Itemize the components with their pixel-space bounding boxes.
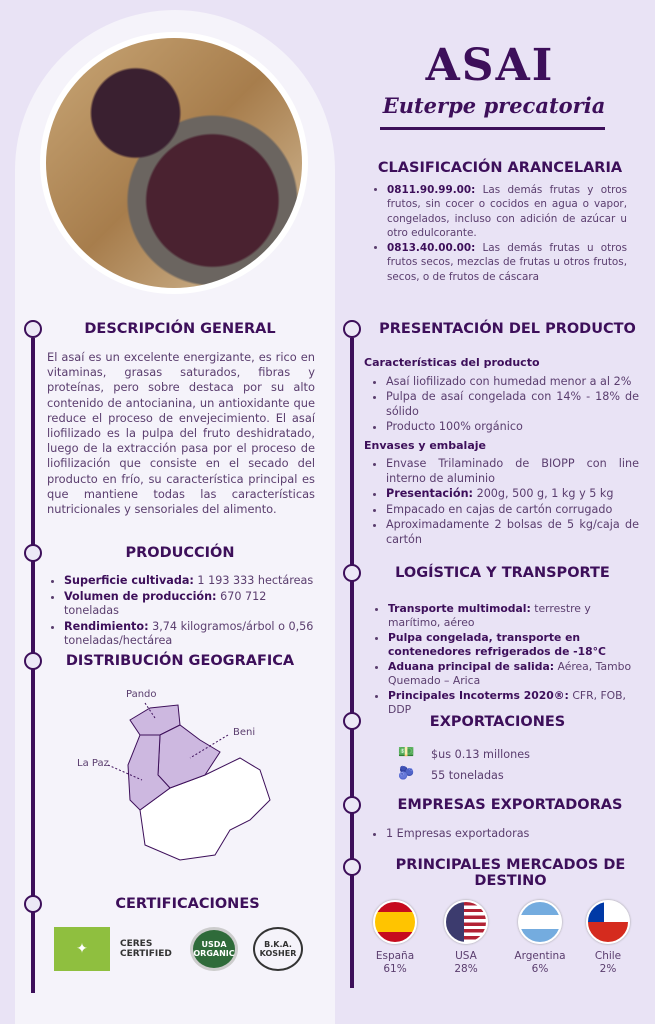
- timeline-dot: [343, 796, 361, 814]
- empresas-title: EMPRESAS EXPORTADORAS: [397, 797, 623, 813]
- chile-flag-icon: [586, 900, 630, 944]
- market-usa: USA 28%: [431, 900, 501, 976]
- money-icon: 💵: [398, 745, 415, 760]
- ceres-logo: CERES CERTIFIED: [120, 939, 172, 959]
- usa-flag-icon: [444, 900, 488, 944]
- title-divider: [380, 127, 605, 130]
- page-title: ASAI: [425, 40, 555, 91]
- timeline-dot: [24, 544, 42, 562]
- tariff-item: • 0813.40.00.00: Las demás frutas u otros frutos secos, mezclas de frutas u otros frutos, secos, o de frutos de cáscara: [387, 241, 627, 284]
- market-argentina: Argentina 6%: [505, 900, 575, 976]
- asai-product-photo: [40, 32, 308, 294]
- market-chile: Chile 2%: [573, 900, 643, 976]
- berries-icon: 🫐: [398, 766, 415, 781]
- timeline-dot: [24, 895, 42, 913]
- usda-organic-logo: USDA ORGANIC: [190, 927, 238, 971]
- eu-organic-logo: ✦: [54, 927, 110, 971]
- clasificacion-title: CLASIFICACIÓN ARANCELARIA: [377, 160, 623, 176]
- logistica-list: • Transporte multimodal: terrestre y marítimo, aéreo • Pulpa congelada, transporte en contenedores refrigerados de -18°C • Aduana principal de salida: Aérea, Tambo Quemado – Arica • Principales Incoterms 2020®: CFR, FOB, DDP: [366, 601, 646, 718]
- exportaciones-title: EXPORTACIONES: [429, 714, 566, 730]
- right-timeline: [350, 338, 354, 988]
- export-volume: 55 toneladas: [431, 769, 504, 782]
- market-spain: España 61%: [360, 900, 430, 976]
- scientific-name: Euterpe precatoria: [382, 93, 606, 118]
- argentina-flag-icon: [518, 900, 562, 944]
- timeline-dot: [343, 712, 361, 730]
- timeline-dot: [343, 320, 361, 338]
- map-label-lapaz: La Paz: [77, 758, 109, 769]
- tariff-item: • 0811.90.99.00: Las demás frutas y otros frutos, sin cocer o cocidos en agua o vapor, congelados, incluso con adición de azúcar u otro edulcorante.: [387, 183, 627, 240]
- timeline-dot: [343, 564, 361, 582]
- map-label-beni: Beni: [233, 727, 256, 738]
- presentacion-title: PRESENTACIÓN DEL PRODUCTO: [379, 321, 636, 337]
- timeline-dot: [24, 652, 42, 670]
- clasificacion-list: [365, 182, 627, 285]
- produccion-title: PRODUCCIÓN: [125, 545, 235, 561]
- export-value: $us 0.13 millones: [431, 748, 530, 761]
- produccion-list: • Superficie cultivada: 1 193 333 hectáreas • Volumen de producción: 670 712 toneladas • Rendimiento: 3,74 kilogramos/árbol o 0,56 toneladas/hectárea: [42, 573, 317, 650]
- descripcion-title: DESCRIPCIÓN GENERAL: [84, 321, 276, 337]
- logistica-title: LOGÍSTICA Y TRANSPORTE: [395, 565, 610, 581]
- timeline-dot: [343, 858, 361, 876]
- certificaciones-title: CERTIFICACIONES: [115, 896, 260, 912]
- descripcion-text: El asaí es un excelente energizante, es rico en vitaminas, grasas saturados, fibras y proteínas, pero sobre destaca por su alto contenido de antocianina, un antioxidante que reduce el proceso de envejecimiento. El asaí liofilizado es la pulpa del fruto deshidratado, luego de la extracción pasa por el proceso de liofilización que consiste en el secado del producto en frío, su característica principal es que mantiene todas las características nutricionales y sensoriales del alimento.: [47, 350, 315, 517]
- spain-flag-icon: [373, 900, 417, 944]
- map-label-pando: Pando: [126, 689, 157, 700]
- bolivia-map: [70, 680, 290, 870]
- mercados-title: PRINCIPALES MERCADOS DE DESTINO: [395, 857, 626, 889]
- kosher-logo: B.K.A. KOSHER: [253, 927, 303, 971]
- empresas-list: • 1 Empresas exportadoras: [364, 826, 529, 843]
- timeline-dot: [24, 320, 42, 338]
- distribucion-title: DISTRIBUCIÓN GEOGRAFICA: [65, 653, 295, 669]
- presentacion-content: Características del producto • Asaí liofilizado con humedad menor a al 2% • Pulpa de asaí congelada con 14% - 18% de sólido • Producto 100% orgánico Envases y embalaje • Envase Trilaminado de BIOPP con line interno de aluminio • Presentación: 200g, 500 g, 1 kg y 5 kg • Empacado en cajas de cartón corrugado • Aproximadamente 2 bolsas de 5 kg/caja de cartón: [364, 352, 639, 548]
